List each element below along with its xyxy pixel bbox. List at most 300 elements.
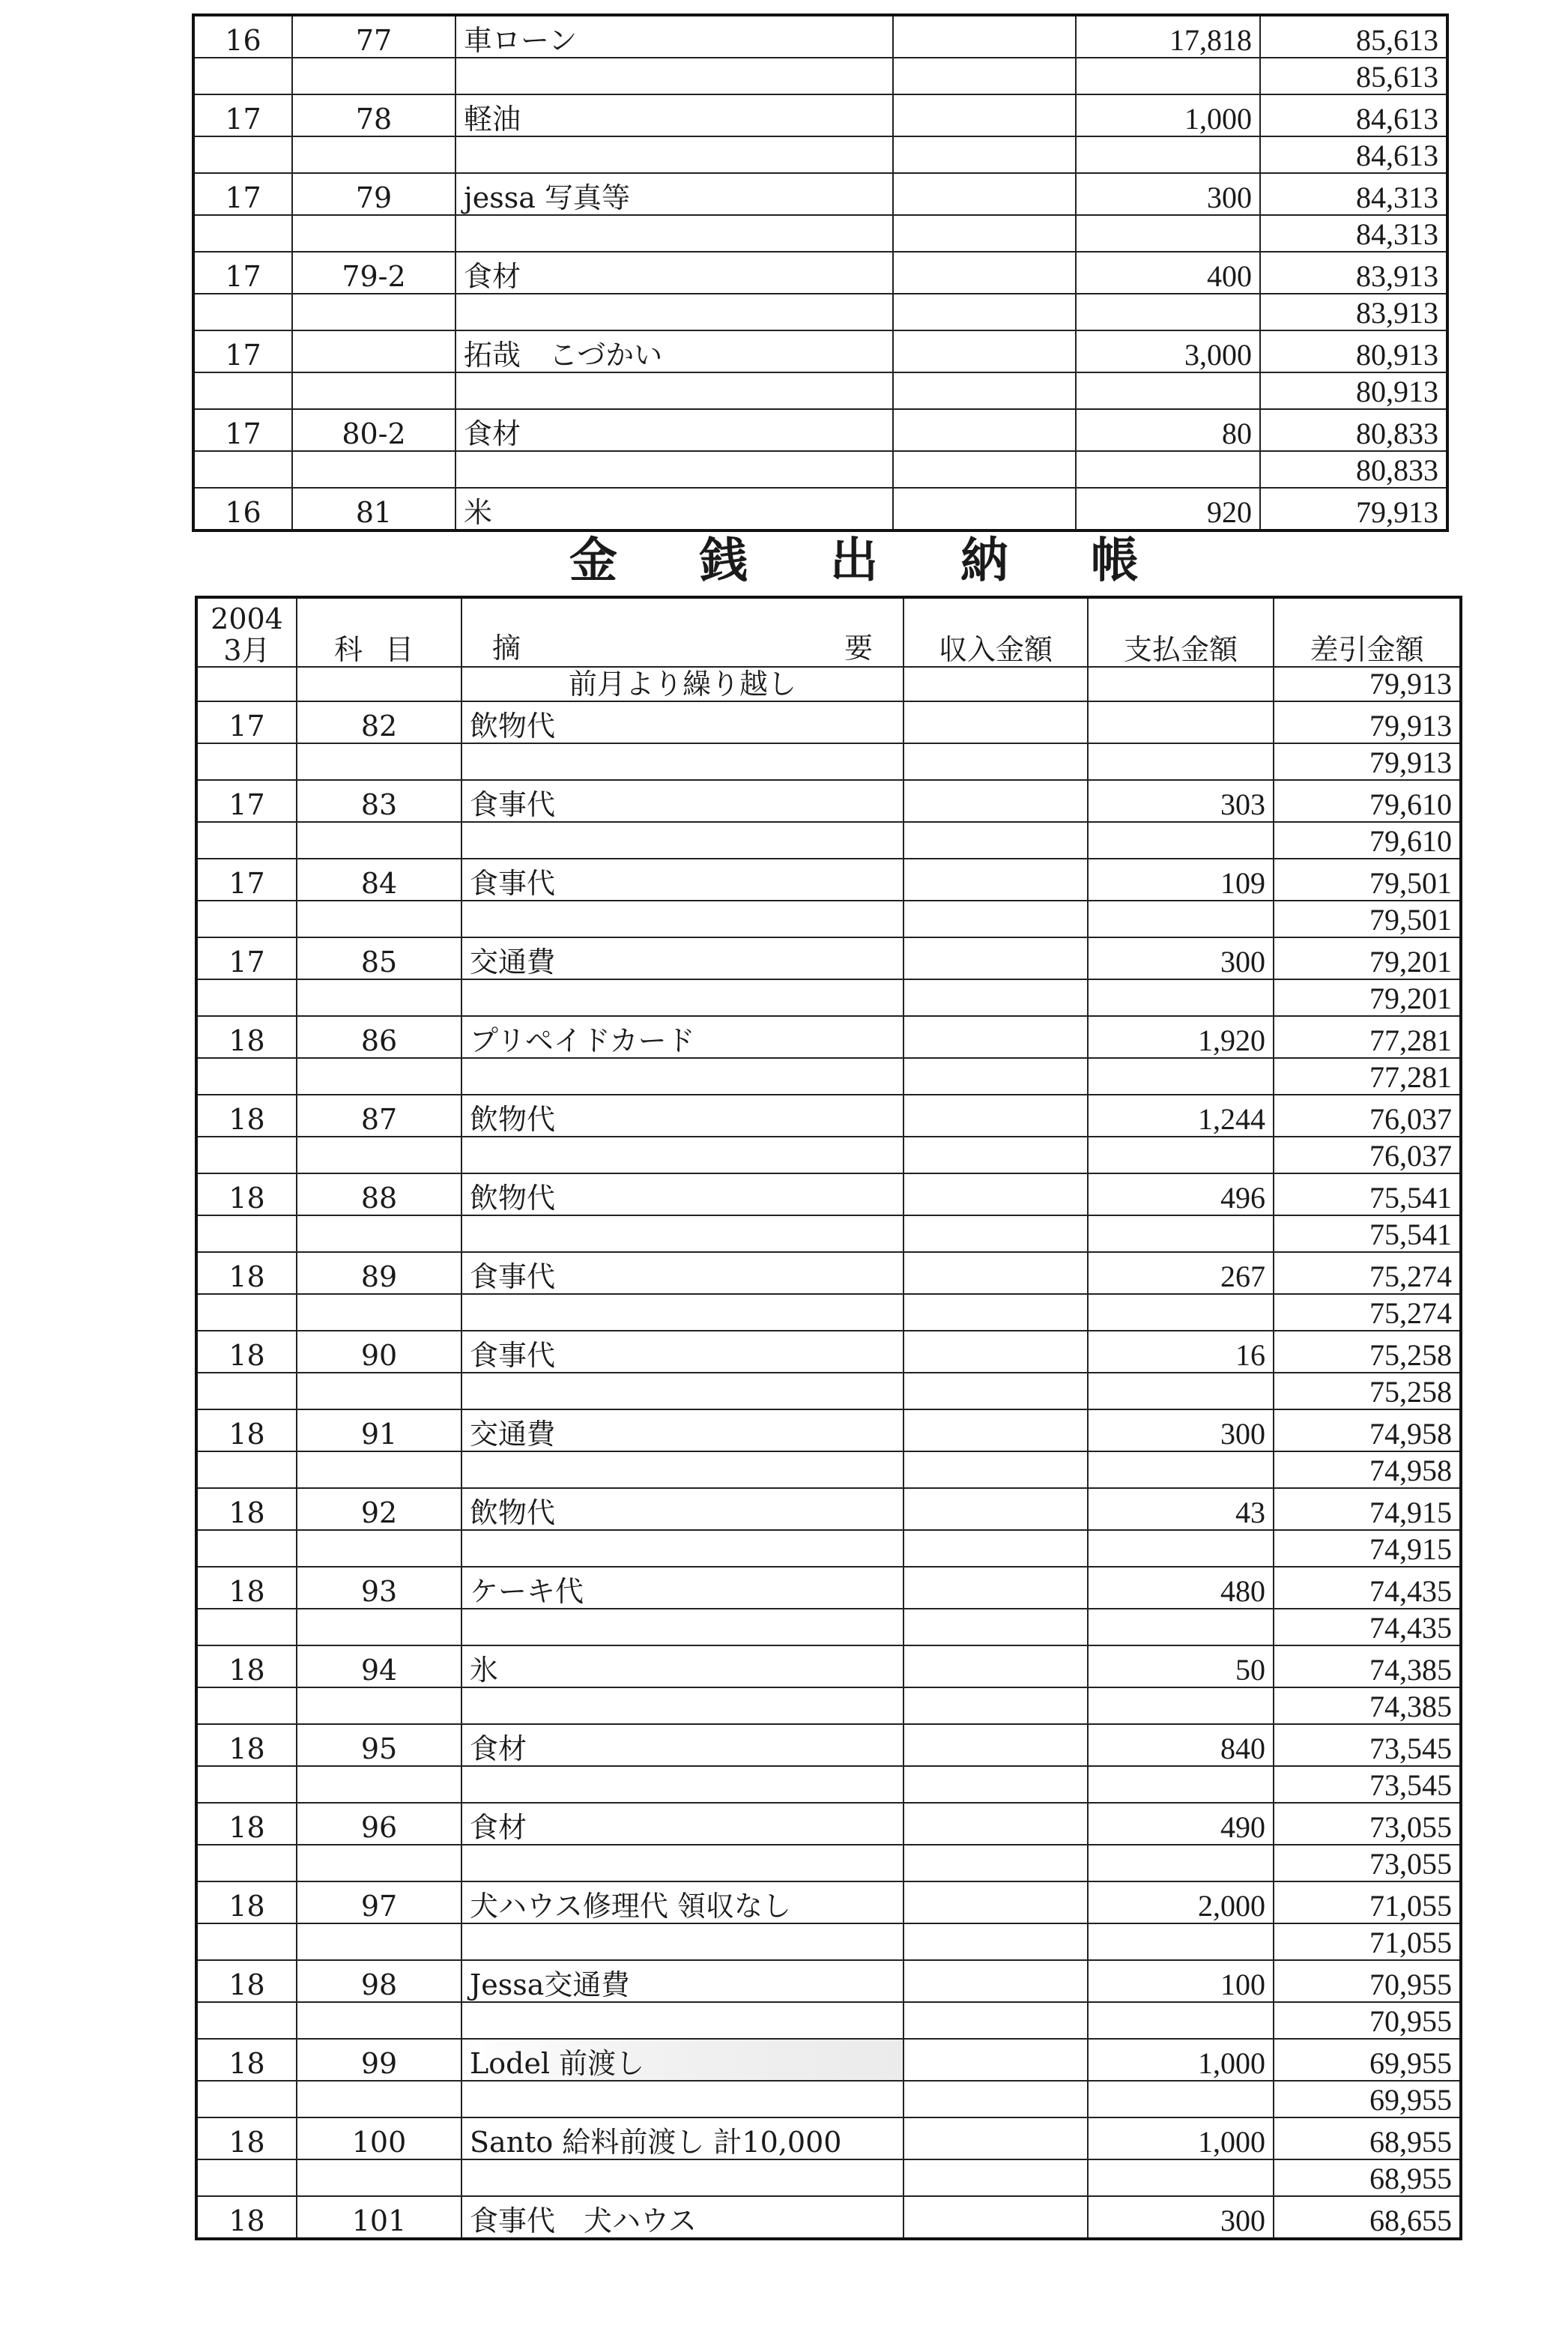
cell-desc [461, 1294, 903, 1331]
cell-payment [1088, 1923, 1274, 1960]
cell-payment: 16 [1088, 1331, 1274, 1373]
cell-desc [461, 1687, 903, 1724]
cell-day [196, 2002, 297, 2039]
table-row [193, 94, 1447, 136]
cell-desc [461, 2081, 903, 2117]
table-row [196, 1881, 1461, 1923]
cell-payment [1088, 667, 1274, 701]
cell-income [903, 701, 1088, 743]
cell-day [193, 215, 292, 252]
table-subrow [196, 2002, 1461, 2039]
cell-income [903, 2039, 1088, 2081]
table-subrow [196, 1294, 1461, 1331]
cell-sub-balance: 73,545 [1274, 1766, 1461, 1803]
cell-desc [461, 1451, 903, 1488]
cell-income [893, 94, 1076, 136]
cell-item: 80-2 [292, 409, 455, 451]
cell-sub-balance: 85,613 [1260, 58, 1447, 94]
cell-sub-balance: 70,955 [1274, 2002, 1461, 2039]
cell-item: 96 [297, 1803, 461, 1845]
cell-payment: 1,920 [1088, 1016, 1274, 1058]
cell-item: 81 [292, 488, 455, 530]
cell-income [893, 372, 1076, 409]
cell-desc: 車ローン [455, 15, 893, 58]
cell-desc: Santo 給料前渡し 計10,000 [461, 2117, 903, 2159]
cell-item: 88 [297, 1173, 461, 1215]
cell-payment: 50 [1088, 1645, 1274, 1687]
cell-payment [1088, 979, 1274, 1016]
header-kamoku-label: 科目 [334, 633, 437, 666]
cell-item [297, 1609, 461, 1645]
cell-item: 92 [297, 1488, 461, 1530]
cell-sub-balance: 79,610 [1274, 822, 1461, 859]
cell-sub-balance: 68,955 [1274, 2159, 1461, 2196]
header-balance: 差引金額 [1274, 597, 1461, 667]
table-subrow [193, 294, 1447, 330]
cell-item: 89 [297, 1252, 461, 1294]
cell-sub-balance: 74,958 [1274, 1451, 1461, 1488]
cell-day: 18 [196, 1960, 297, 2002]
cell-item: 87 [297, 1095, 461, 1137]
cell-day [196, 2081, 297, 2117]
header-payment: 支払金額 [1088, 597, 1274, 667]
cell-day: 17 [193, 252, 292, 294]
cell-day: 18 [196, 1252, 297, 1294]
cell-desc: 氷 [461, 1645, 903, 1687]
header-date [196, 597, 297, 667]
cell-item: 84 [297, 859, 461, 901]
cell-item: 79 [292, 173, 455, 215]
cell-income [903, 937, 1088, 979]
cell-day [196, 1215, 297, 1252]
cell-income [903, 1137, 1088, 1173]
table-row [196, 701, 1461, 743]
cell-sub-balance: 75,274 [1274, 1294, 1461, 1331]
table-row [193, 330, 1447, 372]
cell-item: 77 [292, 15, 455, 58]
cell-balance: 76,037 [1274, 1095, 1461, 1137]
cell-desc [455, 372, 893, 409]
cell-balance: 68,655 [1274, 2196, 1461, 2239]
cell-payment: 840 [1088, 1724, 1274, 1766]
cell-income [893, 451, 1076, 488]
cell-day [193, 372, 292, 409]
cell-income [893, 58, 1076, 94]
cell-desc [461, 1137, 903, 1173]
cell-sub-balance: 69,955 [1274, 2081, 1461, 2117]
cell-payment: 300 [1088, 2196, 1274, 2239]
table-row [196, 937, 1461, 979]
cell-balance: 80,913 [1260, 330, 1447, 372]
cell-balance: 75,274 [1274, 1252, 1461, 1294]
cell-desc [461, 1766, 903, 1803]
cell-item [292, 58, 455, 94]
cell-balance: 70,955 [1274, 1960, 1461, 2002]
cell-payment: 496 [1088, 1173, 1274, 1215]
table-row [196, 1173, 1461, 1215]
cell-desc: 飲物代 [461, 701, 903, 743]
cell-payment [1088, 1687, 1274, 1724]
cell-payment [1076, 215, 1260, 252]
cell-income [903, 1488, 1088, 1530]
cell-day [196, 667, 297, 701]
table-subrow [196, 1451, 1461, 1488]
cell-item [297, 1923, 461, 1960]
cell-payment [1088, 901, 1274, 937]
table-row [196, 1252, 1461, 1294]
cell-desc: 食事代 [461, 1252, 903, 1294]
cell-desc: Jessa交通費 [461, 1960, 903, 2002]
cell-day: 18 [196, 2039, 297, 2081]
cell-desc: 食事代 犬ハウス [461, 2196, 903, 2239]
table-row [196, 1488, 1461, 1530]
cell-balance: 79,501 [1274, 859, 1461, 901]
cell-day: 16 [193, 15, 292, 58]
cell-item: 83 [297, 780, 461, 822]
cell-item [297, 1845, 461, 1881]
cell-payment: 1,000 [1088, 2039, 1274, 2081]
cell-desc [461, 1609, 903, 1645]
cell-income [903, 1016, 1088, 1058]
table-subrow [193, 451, 1447, 488]
title-char: 納 [960, 533, 1008, 589]
cell-sub-balance: 80,833 [1260, 451, 1447, 488]
cell-sub-balance: 74,385 [1274, 1687, 1461, 1724]
cell-item [297, 1215, 461, 1252]
cell-item [297, 1294, 461, 1331]
cell-balance: 75,541 [1274, 1173, 1461, 1215]
cell-sub-balance: 79,913 [1274, 743, 1461, 780]
cell-desc [461, 1845, 903, 1881]
cell-day [196, 2159, 297, 2196]
cell-day: 18 [196, 1409, 297, 1451]
cell-payment [1076, 372, 1260, 409]
cell-item [292, 372, 455, 409]
cell-income [903, 2159, 1088, 2196]
cell-day: 17 [196, 701, 297, 743]
cell-desc [455, 215, 893, 252]
cell-desc: jessa 写真等 [455, 173, 893, 215]
cell-payment: 17,818 [1076, 15, 1260, 58]
cell-day: 17 [196, 780, 297, 822]
table-row [196, 1331, 1461, 1373]
cell-desc: 犬ハウス修理代 領収なし [461, 1881, 903, 1923]
cell-item [297, 1451, 461, 1488]
cell-payment [1088, 1294, 1274, 1331]
cell-item: 78 [292, 94, 455, 136]
cell-sub-balance: 76,037 [1274, 1137, 1461, 1173]
title-char: 出 [830, 533, 878, 589]
table-row [196, 1960, 1461, 2002]
cell-balance: 85,613 [1260, 15, 1447, 58]
cell-item [297, 2002, 461, 2039]
cell-day: 17 [193, 94, 292, 136]
cell-desc: 軽油 [455, 94, 893, 136]
cell-income [903, 1058, 1088, 1095]
cell-income [903, 1252, 1088, 1294]
cell-desc: Lodel 前渡し [461, 2039, 903, 2081]
cell-payment: 100 [1088, 1960, 1274, 2002]
cell-desc [461, 1923, 903, 1960]
cell-balance: 74,385 [1274, 1645, 1461, 1687]
title-char: 銭 [700, 533, 748, 589]
cell-day [196, 1687, 297, 1724]
cell-day: 16 [193, 488, 292, 530]
cell-item [297, 667, 461, 701]
cell-desc [461, 901, 903, 937]
cell-day: 18 [196, 1095, 297, 1137]
cell-sub-balance: 77,281 [1274, 1058, 1461, 1095]
cell-desc [461, 1058, 903, 1095]
cell-payment [1076, 136, 1260, 173]
cell-item [297, 1766, 461, 1803]
cell-desc: 食材 [455, 252, 893, 294]
cell-sub-balance: 79,201 [1274, 979, 1461, 1016]
cell-sub-balance: 79,501 [1274, 901, 1461, 937]
cell-item [297, 743, 461, 780]
cell-item: 95 [297, 1724, 461, 1766]
cell-payment: 920 [1076, 488, 1260, 530]
cell-desc: 飲物代 [461, 1095, 903, 1137]
cell-desc: 飲物代 [461, 1488, 903, 1530]
cell-balance: 68,955 [1274, 2117, 1461, 2159]
cell-desc [455, 451, 893, 488]
cell-desc [461, 1373, 903, 1409]
cell-desc [461, 822, 903, 859]
cell-day [193, 451, 292, 488]
cash-ledger-table [195, 596, 1462, 2240]
title-char: 金 [569, 533, 617, 589]
cell-payment: 267 [1088, 1252, 1274, 1294]
cell-income [903, 2196, 1088, 2239]
table-row [196, 2039, 1461, 2081]
header-tekiyou-right: 要 [844, 632, 873, 665]
cell-payment: 2,000 [1088, 1881, 1274, 1923]
cell-payment [1088, 1766, 1274, 1803]
cell-day [196, 1609, 297, 1645]
cell-income [903, 1173, 1088, 1215]
cell-payment [1088, 2081, 1274, 2117]
cell-payment [1076, 294, 1260, 330]
cell-payment: 1,000 [1088, 2117, 1274, 2159]
cell-income [893, 330, 1076, 372]
cell-income [903, 2002, 1088, 2039]
cell-sub-balance: 74,435 [1274, 1609, 1461, 1645]
cell-income [903, 1766, 1088, 1803]
cell-desc: 食材 [461, 1803, 903, 1845]
cell-desc: 食事代 [461, 1331, 903, 1373]
cell-income [903, 667, 1088, 701]
header-year: 2004 [211, 602, 283, 635]
table-row [193, 173, 1447, 215]
cell-payment [1088, 1137, 1274, 1173]
cell-item [292, 294, 455, 330]
cell-day [196, 1530, 297, 1567]
cell-desc [461, 743, 903, 780]
cell-payment [1088, 701, 1274, 743]
header-tekiyou [461, 597, 903, 667]
table-row [196, 1645, 1461, 1687]
cell-day [196, 822, 297, 859]
cell-desc [461, 1530, 903, 1567]
header-row [196, 597, 1461, 667]
cell-item [292, 215, 455, 252]
cell-income [893, 294, 1076, 330]
cell-balance: 83,913 [1260, 252, 1447, 294]
cell-day [196, 1058, 297, 1095]
cell-balance: 73,055 [1274, 1803, 1461, 1845]
table-row [193, 15, 1447, 58]
cell-desc [455, 58, 893, 94]
cell-desc: 拓哉 こづかい [455, 330, 893, 372]
cell-day: 18 [196, 1724, 297, 1766]
cell-day: 18 [196, 2196, 297, 2239]
table-subrow [196, 979, 1461, 1016]
cell-item: 79-2 [292, 252, 455, 294]
cell-payment [1088, 1530, 1274, 1567]
cell-item [297, 2081, 461, 2117]
cell-balance: 79,913 [1274, 701, 1461, 743]
table-row [196, 859, 1461, 901]
cell-income [903, 1881, 1088, 1923]
cell-payment [1088, 822, 1274, 859]
cell-desc: 食材 [455, 409, 893, 451]
cell-item: 91 [297, 1409, 461, 1451]
cell-item [297, 979, 461, 1016]
cell-balance: 79,610 [1274, 780, 1461, 822]
cell-desc [455, 136, 893, 173]
cell-day [196, 979, 297, 1016]
header-tekiyou-left: 摘 [492, 632, 521, 665]
cell-income [903, 901, 1088, 937]
cell-item [297, 2159, 461, 2196]
cell-balance: 69,955 [1274, 2039, 1461, 2081]
table-subrow [196, 1215, 1461, 1252]
table-subrow [193, 136, 1447, 173]
cell-income [903, 822, 1088, 859]
cell-payment [1088, 2159, 1274, 2196]
cell-payment [1076, 58, 1260, 94]
cell-income [903, 1095, 1088, 1137]
cell-day: 18 [196, 1567, 297, 1609]
cell-payment: 300 [1088, 1409, 1274, 1451]
cell-item: 100 [297, 2117, 461, 2159]
ledger-table-continued [192, 13, 1449, 532]
cell-payment: 109 [1088, 859, 1274, 901]
cell-payment: 1,000 [1076, 94, 1260, 136]
cell-payment: 43 [1088, 1488, 1274, 1530]
cell-income [903, 1530, 1088, 1567]
header-month: 3月 [223, 634, 270, 667]
table-row [196, 1409, 1461, 1451]
cell-item: 101 [297, 2196, 461, 2239]
cell-day: 18 [196, 1331, 297, 1373]
table-subrow [196, 1058, 1461, 1095]
cell-payment [1088, 1845, 1274, 1881]
cell-day [196, 1373, 297, 1409]
cell-balance: 77,281 [1274, 1016, 1461, 1058]
table-row [196, 1016, 1461, 1058]
cell-item [297, 901, 461, 937]
cell-income [903, 1567, 1088, 1609]
cell-item [297, 1373, 461, 1409]
cell-item: 86 [297, 1016, 461, 1058]
cell-balance: 74,915 [1274, 1488, 1461, 1530]
cell-item [297, 822, 461, 859]
table-row [196, 780, 1461, 822]
cell-item [292, 136, 455, 173]
cell-desc [461, 979, 903, 1016]
table-subrow [196, 743, 1461, 780]
cell-income [893, 252, 1076, 294]
cell-sub-balance: 75,541 [1274, 1215, 1461, 1252]
cell-item: 82 [297, 701, 461, 743]
table-subrow [193, 215, 1447, 252]
cell-day [193, 136, 292, 173]
cell-sub-balance: 84,613 [1260, 136, 1447, 173]
cell-desc: 食事代 [461, 780, 903, 822]
carry-over-row [196, 667, 1461, 701]
cell-income [903, 1923, 1088, 1960]
cell-income [903, 1845, 1088, 1881]
cell-item: 85 [297, 937, 461, 979]
cell-day [196, 1766, 297, 1803]
cell-day: 17 [196, 937, 297, 979]
table-subrow [196, 2159, 1461, 2196]
table-row [196, 1095, 1461, 1137]
cell-income [903, 1409, 1088, 1451]
cell-day: 17 [193, 173, 292, 215]
cell-day: 18 [196, 1488, 297, 1530]
cell-item [292, 330, 455, 372]
cell-day: 18 [196, 1881, 297, 1923]
cell-payment: 80 [1076, 409, 1260, 451]
cell-day: 17 [193, 409, 292, 451]
table-subrow [196, 1687, 1461, 1724]
cell-income [903, 1687, 1088, 1724]
carry-over-balance: 79,913 [1274, 667, 1461, 701]
table-row [193, 409, 1447, 451]
cell-balance: 79,201 [1274, 937, 1461, 979]
cell-day [196, 1451, 297, 1488]
cell-payment: 300 [1076, 173, 1260, 215]
cell-balance: 80,833 [1260, 409, 1447, 451]
table-subrow [196, 1923, 1461, 1960]
table-subrow [196, 2081, 1461, 2117]
table-subrow [196, 822, 1461, 859]
cell-payment: 490 [1088, 1803, 1274, 1845]
cell-day [196, 1137, 297, 1173]
table-subrow [193, 372, 1447, 409]
cell-balance: 74,958 [1274, 1409, 1461, 1451]
header-income: 収入金額 [903, 597, 1088, 667]
cell-balance: 84,613 [1260, 94, 1447, 136]
cell-income [903, 979, 1088, 1016]
cell-payment: 400 [1076, 252, 1260, 294]
cell-income [903, 1724, 1088, 1766]
cell-desc [461, 1215, 903, 1252]
table-subrow [196, 901, 1461, 937]
cell-income [903, 2117, 1088, 2159]
table-subrow [196, 1845, 1461, 1881]
cell-income [903, 1609, 1088, 1645]
cell-desc [461, 2159, 903, 2196]
table-row [196, 1567, 1461, 1609]
cell-income [903, 2081, 1088, 2117]
cell-sub-balance: 74,915 [1274, 1530, 1461, 1567]
cell-payment [1076, 451, 1260, 488]
cell-payment [1088, 1373, 1274, 1409]
